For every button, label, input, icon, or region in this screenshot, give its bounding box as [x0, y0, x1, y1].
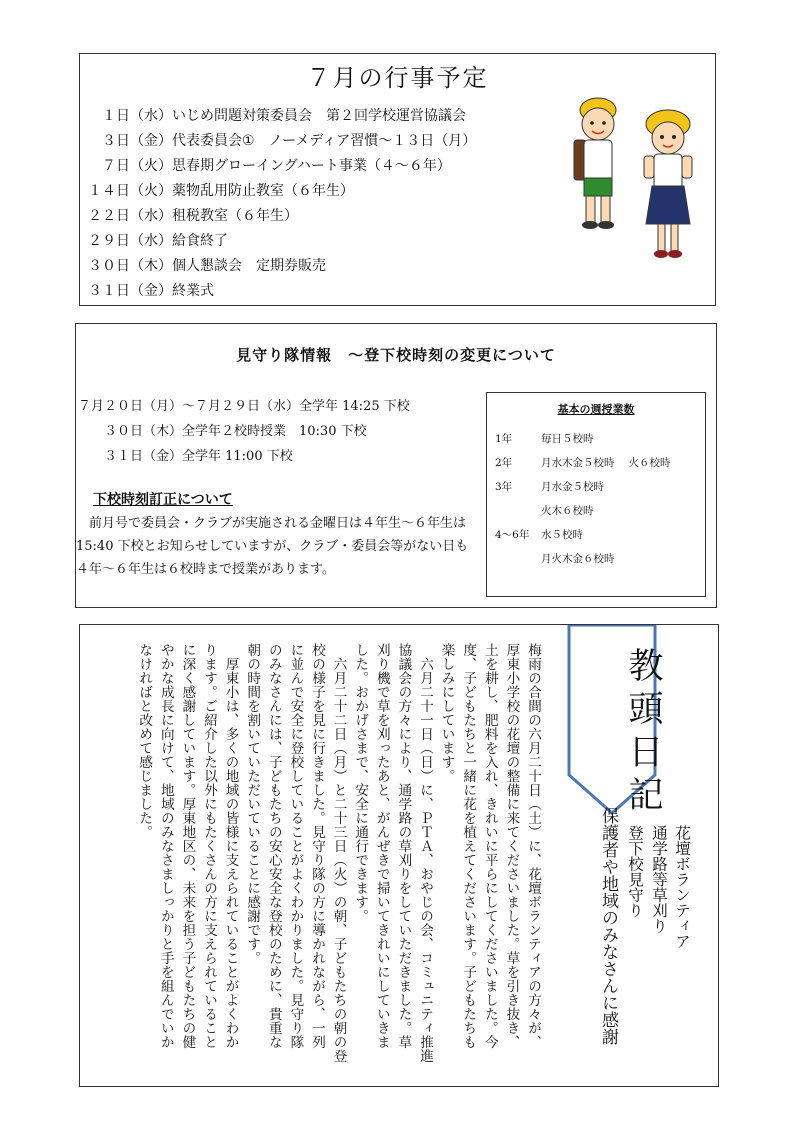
diary-body-line: 六月二十二日（月）と二十三日（火）の朝、子どもたちの朝の登 — [330, 643, 347, 1063]
diary-body-line: に深く感謝しています。厚東地区の、未来を担う子どもたちの健 — [179, 643, 196, 1049]
weekly-hours-box — [486, 392, 706, 597]
event-item: ２９日（水）給食終了 — [88, 233, 228, 249]
event-item: ３日（金）代表委員会① ノーメディア習慣～１３日（月） — [88, 133, 477, 149]
diary-body-line: 楽しみにしています。 — [438, 643, 455, 783]
diary-body-line: 土を耕し、肥料を入れ、きれいに平らにしてくださいました。今 — [481, 643, 498, 1049]
watch-heading: 見守り隊情報 ～登下校時刻の変更について — [236, 346, 556, 364]
schedule-line: ３１日（金）全学年 11:00 下校 — [78, 449, 293, 464]
correction-title: 下校時刻訂正について — [93, 492, 233, 508]
diary-body-line: 厚東小学校の花壇の整備に来てくださいました。草を引き抜き、 — [503, 643, 520, 1049]
diary-body-line: 校の様子を見に行きました。見守り隊の方に導かれながら、一列 — [309, 643, 325, 1049]
hours-row: 月火木金６校時 — [541, 553, 615, 565]
diary-body-line: 朝の時間を割いていただいていることに感謝です。 — [244, 643, 261, 965]
diary-body-line: なければと改めて感じました。 — [136, 643, 153, 839]
event-item: ３１日（金）終業式 — [88, 283, 214, 299]
event-item: ３０日（木）個人懇談会 定期券販売 — [88, 258, 326, 274]
diary-body-line: のみなさんには、子どもたちの安心安全な登校のために、貴重な — [265, 643, 282, 1049]
boy-figure — [574, 98, 616, 229]
schedule-line: ７月２０日（月）～７月２９日（水）全学年 14:25 下校 — [78, 399, 410, 414]
diary-body-line: 協議会の方々により、通学路の草刈りをしていただきました。草 — [395, 643, 412, 1049]
diary-box — [79, 624, 719, 1087]
dismissal-schedule — [78, 394, 410, 469]
events-box — [79, 53, 716, 306]
hours-row: 1年 毎日５校時 — [495, 433, 594, 445]
diary-body-line: 梅雨の合間の六月二十日（土）に、花壇ボランティアの方々が、 — [525, 643, 541, 1049]
hours-row: 3年 月水金５校時 — [495, 481, 604, 493]
diary-body-line: 厚東小は、多くの地域の皆様に支えられていることがよくわか — [222, 643, 239, 1049]
hours-row: 2年 月水木金５校時 火６校時 — [495, 457, 671, 469]
diary-subtitle-1: 花壇ボランティア — [673, 825, 691, 949]
diary-body-line: に並んで安全に登校していることがよくわかりました。見守り隊 — [287, 643, 304, 1049]
weekly-hours-title: 基本の週授業数 — [557, 403, 635, 416]
diary-subtitle-2: 通学路等草刈り — [650, 825, 668, 934]
girl-figure — [644, 110, 692, 258]
diary-body-line: 六月二十一日（日）に、ＰＴＡ、おやじの会、コミュニティ推進 — [417, 643, 433, 1063]
schedule-line: ３０日（木）全学年２校時授業 10:30 下校 — [78, 424, 367, 439]
diary-subtitle-4: 保護者や地域のみなさんに感謝 — [598, 807, 618, 1045]
students-illustration — [560, 94, 710, 274]
diary-body-line: やかな成長に向けて、地域のみなさましっかりと手を組んでいか — [157, 643, 174, 1049]
hours-row: 火木６校時 — [541, 505, 594, 517]
diary-body-line: した。おかげさまで、安全に通行できます。 — [352, 643, 369, 923]
hours-row: 4～6年 水５校時 — [495, 529, 583, 541]
event-item: １日（水）いじめ問題対策委員会 第２回学校運営協議会 — [88, 108, 466, 124]
diary-body-line: 刈り機で草を刈ったあと、がんぜきで掃いてきれいにしていきま — [373, 643, 390, 1049]
diary-tag-title: 教頭日記 — [623, 647, 663, 819]
event-item: ２２日（水）租税教室（６年生） — [88, 208, 298, 224]
events-title: ７月の行事予定 — [306, 64, 489, 92]
diary-body-line: ります。ご紹介した以外にもたくさんの方に支えられていること — [201, 643, 217, 1049]
event-item: ７日（火）思春期グローイングハート事業（４～６年） — [88, 158, 451, 174]
events-list — [88, 104, 476, 304]
correction-body: 前月号で委員会・クラブが実施される金曜日は４年生～６年生は 15:40 下校とお知らせしていますが、クラブ・委員会等がない日も４年～６年生は６校時まで授業があります。 — [76, 516, 469, 577]
diary-body-line: 度、子どもたちと一緒に花を植えてくださいます。子どもたちも — [460, 643, 477, 1049]
watch-info-box — [75, 323, 717, 608]
diary-subtitle-3: 登下校見守り — [626, 825, 644, 918]
event-item: １４日（火）薬物乱用防止教室（６年生） — [88, 183, 354, 199]
